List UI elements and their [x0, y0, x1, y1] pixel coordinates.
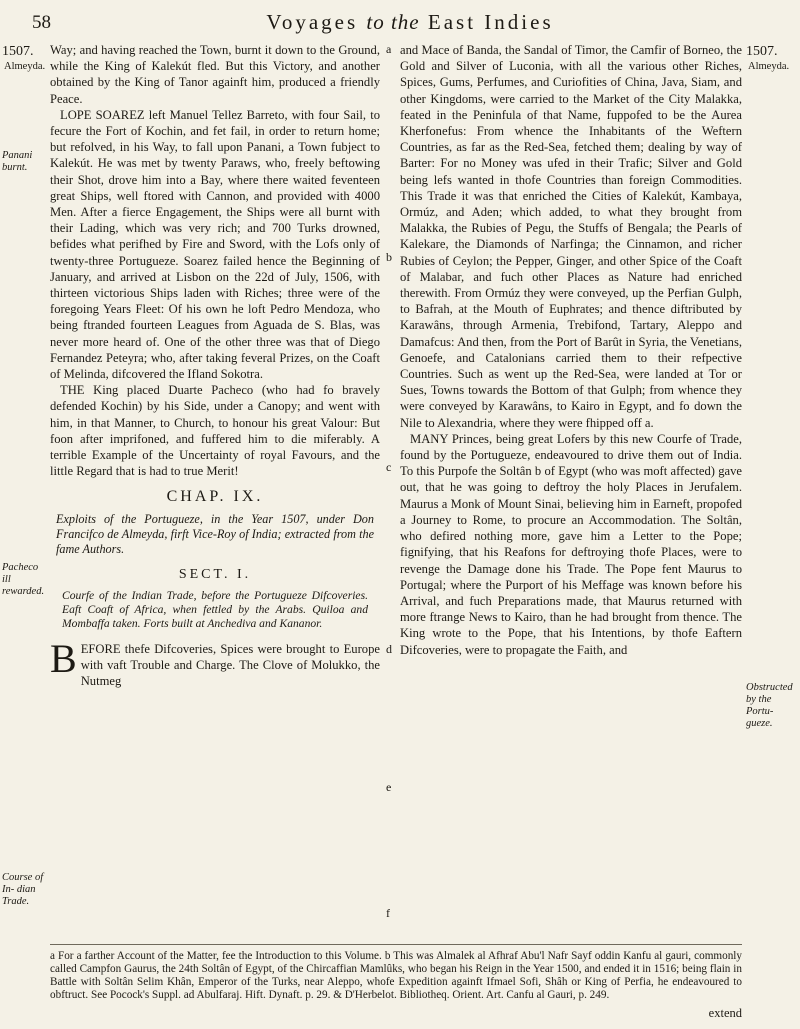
left-paragraph-3: THE King placed Duarte Pacheco (who had fo bravely defended Kochin) by his Side, under a Canopy; and went with him, in that Manner, to Church, to honour his great Valour: But foon after imprifoned, and fuffered him to die miferably. A terrible Example of the Uncertainty of royal Favours, and the little Regard that is had to true Merit!	[50, 383, 380, 479]
running-title	[110, 10, 710, 35]
column-letter-e: e	[386, 780, 392, 794]
chapter-heading: CHAP. IX.	[166, 488, 264, 506]
left-paragraph-4-text: EFORE thefe Difcoveries, Spices were brought to Europe with vaft Trouble and Charge. The Clove of Molukko, the Nutmeg	[80, 641, 380, 689]
running-title-east-indies: East Indies	[427, 10, 554, 34]
margin-note-course-of-trade: Course of In- dian Trade.	[2, 872, 44, 907]
margin-name-right: Almeyda.	[748, 61, 790, 72]
left-paragraph-4	[50, 635, 380, 690]
drop-cap: B	[50, 635, 77, 681]
column-letter-c: c	[386, 460, 392, 474]
left-paragraph-2: LOPE SOAREZ left Manuel Tellez Barreto, with four Sail, to fecure the Fort of Kochin, and fet fail, in order to return home; but refolved, in his Way, to fall upon Panani, a Town fubject to Kalekút. He was met by twenty Paraws, who, freely beftowing their Shot, drove him into a Bay, where there waited feventeen great Ships, well ftored with Cannon, and provided with 4000 Men. After a fierce Engagement, the Ships were all burnt with their Lading, which was very rich; and 700 Turks drowned, befides what perifhed by Fire and Sword, with the Lofs only of twenty-three Portugueze. Soarez failed hence the Beginning of January, and arrived at Lisbon on the 22d of July, 1506, with thirteen victorious Ships laden with Riches; three were of the foregoing Years Fleet: Of his own he loft Pedro Mendoza, who being ftranded fourteen Leagues from Aguada de S. Blas, was never more heard of. One of the other three was that of Diego Fernandez Peteyra; who, after taking feveral Prizes, on the Coaft of Melinda, difcovered the Ifland Sokotra.	[50, 107, 380, 382]
footnote-divider	[50, 944, 742, 945]
right-paragraph-1: and Mace of Banda, the Sandal of Timor, the Camfir of Borneo, the Gold and Silver of Luconia, with all the various other Riches, Spices, Gums, Perfumes, and Curiofities of China, Java, Siam, and other Kingdoms, were carried to the Market of the City Malakka, feated in the Peninfula of that Name, fuppofed to be the Aurea Kherfonefus: From whence the Inhabitants of the Weftern Countries, as far as the Red-Sea, fetched them; dealing by way of Barter: For no Money was ufed in their Trafic; Silver and Gold being lefs wanted in thofe Countries than foreign Commodities. This Trade it was that enriched the Cities of Kalekút, Kambaya, Ormúz, and Aden; which added, to what they brought from Malakka, the Rubies of Pegu, the Stuffs of Bengala; the Pearls of Kalekare, the Diamonds of Narfinga; the Cinnamon, and richer Rubies of Ceylon; the Pepper, Ginger, and other Spice of the Coaft of Malabar, and fuch other Places as Nature had enriched therewith. From Ormúz they were conveyed, up the Perfian Gulph, to Bafrah, at the Mouth of Euphrates; and thence diftributed by Karawâns, through Armenia, Trebifond, Tartary, Aleppo and Damafcus: And then, from the Port of Barût in Syria, the Venetians, Genoefe, and Catalonians carried them to their refpective Countries. Such as went up the Red-Sea, were landed at Tor or Sues, Towns towards the Bottom of that Gulph; from whence they were conveyed by Karawâns, to Kairo in Egypt, and fo down the Nile to Alexandria, where they were fhipped off a.	[400, 43, 742, 430]
catchword: extend	[708, 1006, 742, 1020]
left-column	[50, 42, 380, 690]
margin-year-left: 1507.	[2, 44, 34, 59]
column-letter-d: d	[386, 642, 392, 656]
running-head	[0, 10, 800, 36]
column-letter-a: a	[386, 42, 392, 56]
left-paragraph-1: Way; and having reached the Town, burnt it down to the Ground, while the King of Kalekút fled. But this Victory, and another obtained by the King of Tanor againft him, produced a friendly Peace.	[50, 43, 380, 106]
page-number: 58	[32, 12, 51, 33]
section-heading: SECT. I.	[178, 566, 252, 582]
column-letter-f: f	[386, 906, 390, 920]
margin-year-right: 1507.	[746, 44, 778, 59]
column-letter-b: b	[386, 250, 392, 264]
chapter-summary: Exploits of the Portugueze, in the Year 1507, under Don Francifco de Almeyda, firft Vice-Roy of India; extracted from the fame Authors.	[56, 511, 374, 556]
right-paragraph-2: MANY Princes, being great Lofers by this new Courfe of Trade, found by the Portugueze, endeavoured to drive them out of India. To this Purpofe the Soltân b of Egypt (who was moft affected) gave out, that he was going to deftroy the holy Places in Jerufalem. Maurus a Monk of Mount Sinai, believing him in Earneft, propofed a Journey to Rome, to procure an Accommodation. The Soltân, who defired nothing more, gave him a Letter to the Pope; fignifying, that his Reafons for deftroying thofe Places, were to revenge the Damage done his Trade. The Pope fent Maurus to Portugal; where the Purport of his Meffage was known before his Arrival, and fuch Preparations made, that Maurus returned with more ftrange News to Kairo, than he had brought from thence. The King wrote to the Pope, that his Intentions, by thofe Eaftern Difcoveries, were to propagate the Faith, and	[400, 431, 742, 657]
running-title-to-the: to the	[366, 10, 420, 34]
footnote-a: a For a farther Account of the Matter, fee the Introduction to this Volume.	[50, 950, 382, 962]
margin-name-left: Almeyda.	[4, 61, 46, 72]
section-summary: Courfe of the Indian Trade, before the Portugueze Difcoveries. Eaft Coaft of Africa, when fettled by the Arabs. Quiloa and Mombaffa taken. Forts built at Anchediva and Kananor.	[62, 588, 368, 630]
margin-note-panani: Panani burnt.	[2, 150, 33, 173]
footnote-b: b This was Almalek al Afhraf Abu'l Nafr Sayf oddin Kanfu al gauri, commonly called Campfon Gaurus, the 24th Soltân of Egypt, of the Chircaffian Mamlûks, who began his Reign in the Year 1500, and ended it in 1516; being flain in Battle with Soltân Selim Khân, Emperor of the Turks, near Aleppo, whofe Expedition againft Ifmael Sofi, Shâh or King of Perfia, he endeavoured to obftruct. See Pocock's Suppl. ad Abulfaraj. Hift. Dynaft. p. 29. & D'Herbelot. Bibliotheq. Orient. Art. Canfu al Gauri, p. 249.	[50, 950, 742, 1001]
footnotes	[50, 950, 742, 1002]
running-title-voyages: Voyages	[266, 10, 359, 34]
margin-note-obstructed: Obstructed by the Portu- gueze.	[746, 682, 793, 729]
right-column	[400, 42, 742, 658]
margin-note-pacheco: Pacheco ill rewarded.	[2, 562, 45, 597]
